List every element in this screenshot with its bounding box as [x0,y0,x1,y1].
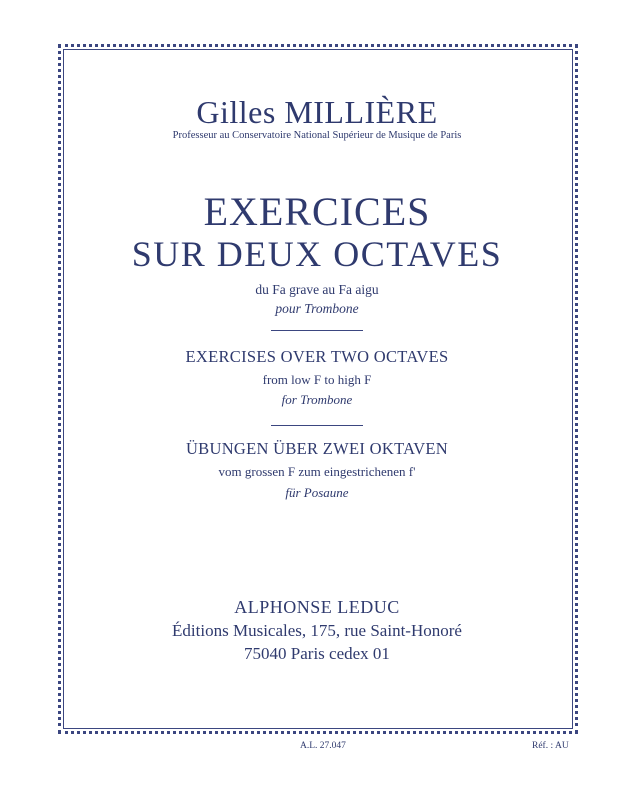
french-instrument: pour Trombone [275,301,359,316]
author-name: Gilles MILLIÈRE [196,94,438,130]
divider-rule [271,330,363,331]
german-subtitle: vom grossen F zum eingestrichenen f' [218,464,416,479]
english-instrument: for Trombone [281,392,353,407]
title-line-2: SUR DEUX OCTAVES [131,234,503,274]
plate-number: A.L. 27.047 [300,741,346,751]
publisher-address-line-1: Éditions Musicales, 175, rue Saint-Honoré [172,621,462,640]
divider-rule [271,425,363,426]
french-subtitle: du Fa grave au Fa aigu [255,282,379,297]
german-title: ÜBUNGEN ÜBER ZWEI OKTAVEN [185,439,449,458]
german-instrument: für Posaune [285,485,349,500]
title-line-1: EXERCICES [203,189,431,234]
reference-code: Réf. : AU [532,741,569,751]
english-title: EXERCISES OVER TWO OCTAVES [185,347,449,366]
english-subtitle: from low F to high F [262,372,372,387]
author-title: Professeur au Conservatoire National Supérieur de Musique de Paris [172,130,462,141]
publisher-address-line-2: 75040 Paris cedex 01 [244,644,390,663]
publisher-name: ALPHONSE LEDUC [234,597,400,617]
